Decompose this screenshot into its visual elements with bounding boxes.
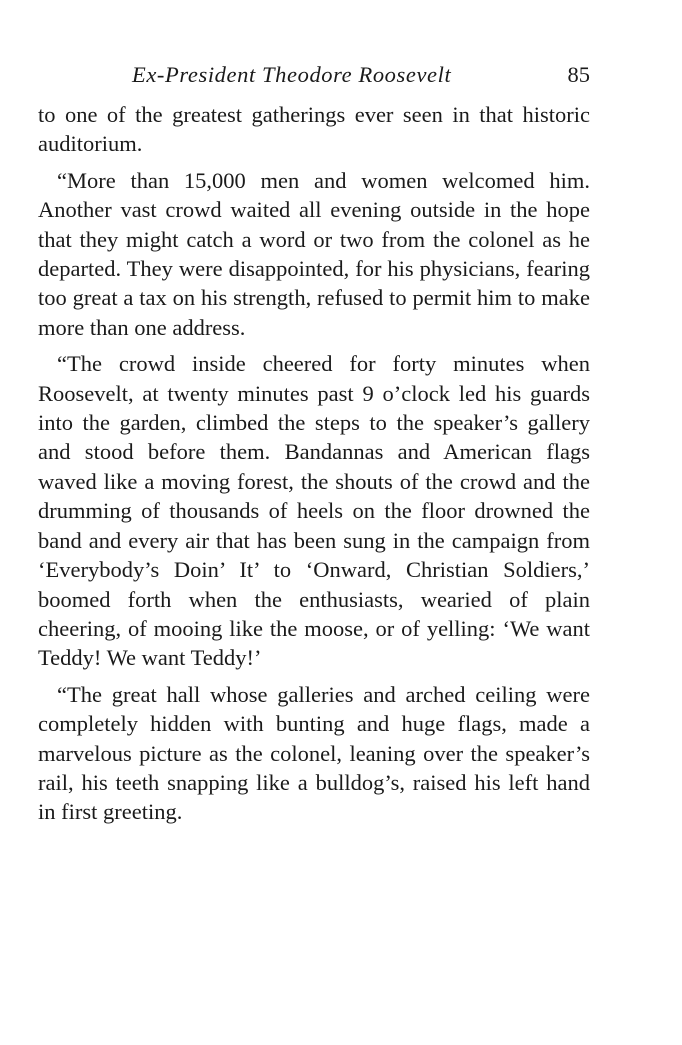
paragraph-great-hall: “The great hall whose galleries and arched ceiling were completely hidden with bunting and huge flags, made a marvelous picture as the colonel, leaning over the speaker’s rail, his teeth snapping like a bulldog’s, raised his left hand in first greeting. xyxy=(38,681,590,825)
page-number: 85 xyxy=(567,62,590,87)
book-page xyxy=(38,60,590,834)
running-title: Ex-President Theodore Roosevelt xyxy=(132,62,452,87)
paragraph-continuation: to one of the greatest gatherings ever seen in that historic auditorium. xyxy=(38,102,590,157)
body-text xyxy=(38,100,590,827)
paragraph-welcome: “More than 15,000 men and women welcomed him. Another vast crowd waited all evening outside in the hope that they might catch a word or two from the colonel as he departed. They were disappointed, for his physicians, fearing too great a tax on his strength, refused to permit him to make more than one address. xyxy=(38,167,590,340)
paragraph-crowd-cheered: “The crowd inside cheered for forty minutes when Roosevelt, at twenty minutes past 9 o’clock led his guards into the garden, climbed the steps to the speaker’s gallery and stood before them. Bandannas and American flags waved like a moving forest, the shouts of the crowd and the drumming of thousands of heels on the floor drowned the band and every air that has been sung in the campaign from ‘Everybody’s Doin’ It’ to ‘Onward, Christian Soldiers,’ boomed forth when the enthusiasts, wearied of plain cheering, of mooing like the moose, or of yelling: ‘We want Teddy! We want Teddy!’ xyxy=(38,351,590,671)
running-head xyxy=(38,60,590,100)
